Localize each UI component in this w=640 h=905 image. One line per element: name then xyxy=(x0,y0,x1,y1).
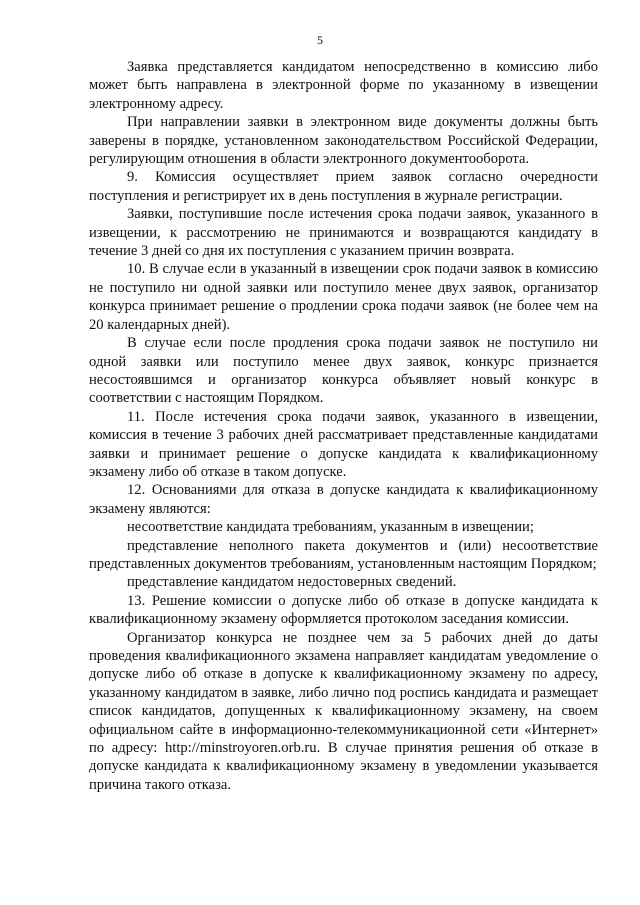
paragraph-reason-incomplete: представление неполного пакета документов и (или) несоответствие представленных документов требованиям, установленным настоящим Порядком; xyxy=(89,537,598,572)
paragraph-item-13: 13. Решение комиссии о допуске либо об отказе в допуске кандидата к квалификационному экзамену оформляется протоколом заседания комиссии. xyxy=(89,592,598,628)
paragraph-item-12: 12. Основаниями для отказа в допуске кандидата к квалификационному экзамену являются: xyxy=(89,482,598,517)
paragraph-electronic-documents: При направлении заявки в электронном виде документы должны быть заверены в порядке, установленном законодательством Российской Федерации, регулирующим отношения в области электронного документооборота. xyxy=(89,114,598,168)
page-number: 5 xyxy=(317,33,323,47)
paragraph-late-applications: Заявки, поступившие после истечения срока подачи заявок, указанного в извещении, к рассмотрению не принимаются и возвращаются кандидату в течение 3 дней со дня их поступления с указанием причин возврата. xyxy=(89,206,598,260)
paragraph-item-10: 10. В случае если в указанный в извещении срок подачи заявок в комиссию не поступило ни одной заявки или поступило менее двух заявок, организатор конкурса принимает решение о продлении срока подачи заявок (не более чем на 20 календарных дней). xyxy=(89,261,598,333)
paragraph-item-9: 9. Комиссия осуществляет прием заявок согласно очередности поступления и регистрирует их в день поступления в журнале регистрации. xyxy=(89,169,598,204)
paragraph-item-11: 11. После истечения срока подачи заявок, указанного в извещении, комиссия в течение 3 рабочих дней рассматривает представленные кандидатами заявки и принимает решение о допуске кандидата к квалификационному экзамену либо об отказе в таком допуске. xyxy=(89,408,598,480)
paragraph-contest-failed: В случае если после продления срока подачи заявок не поступило ни одной заявки или поступило менее двух заявок, конкурс признается несостоявшимся и организатор конкурса объявляет новый конкурс в соответствии с настоящим Порядком. xyxy=(89,335,598,407)
paragraph-reason-false-info: представление кандидатом недостоверных сведений. xyxy=(127,574,457,591)
paragraph-application-submission: Заявка представляется кандидатом непосредственно в комиссию либо может быть направлена в электронной форме по указанному в извещении электронному адресу. xyxy=(89,59,598,112)
paragraph-reason-requirements: несоответствие кандидата требованиям, указанным в извещении; xyxy=(127,519,534,536)
document-body xyxy=(89,58,598,794)
paragraph-organizer-notice: Организатор конкурса не позднее чем за 5 рабочих дней до даты проведения квалификационного экзамена направляет кандидатам уведомление о допуске либо об отказе в допуске к квалификационному экзамену по адресу, указанному кандидатом в заявке, либо лично под роспись кандидата и размещает список кандидатов, допущенных к квалификационному экзамену, на своем официальном сайте в информационно-телекоммуникационной сети «Интернет» по адресу: http://minstroyoren.orb.ru. В случае принятия решения об отказе в допуске кандидата к квалификационному экзамену в уведомлении указывается причина такого отказа. xyxy=(89,629,598,793)
